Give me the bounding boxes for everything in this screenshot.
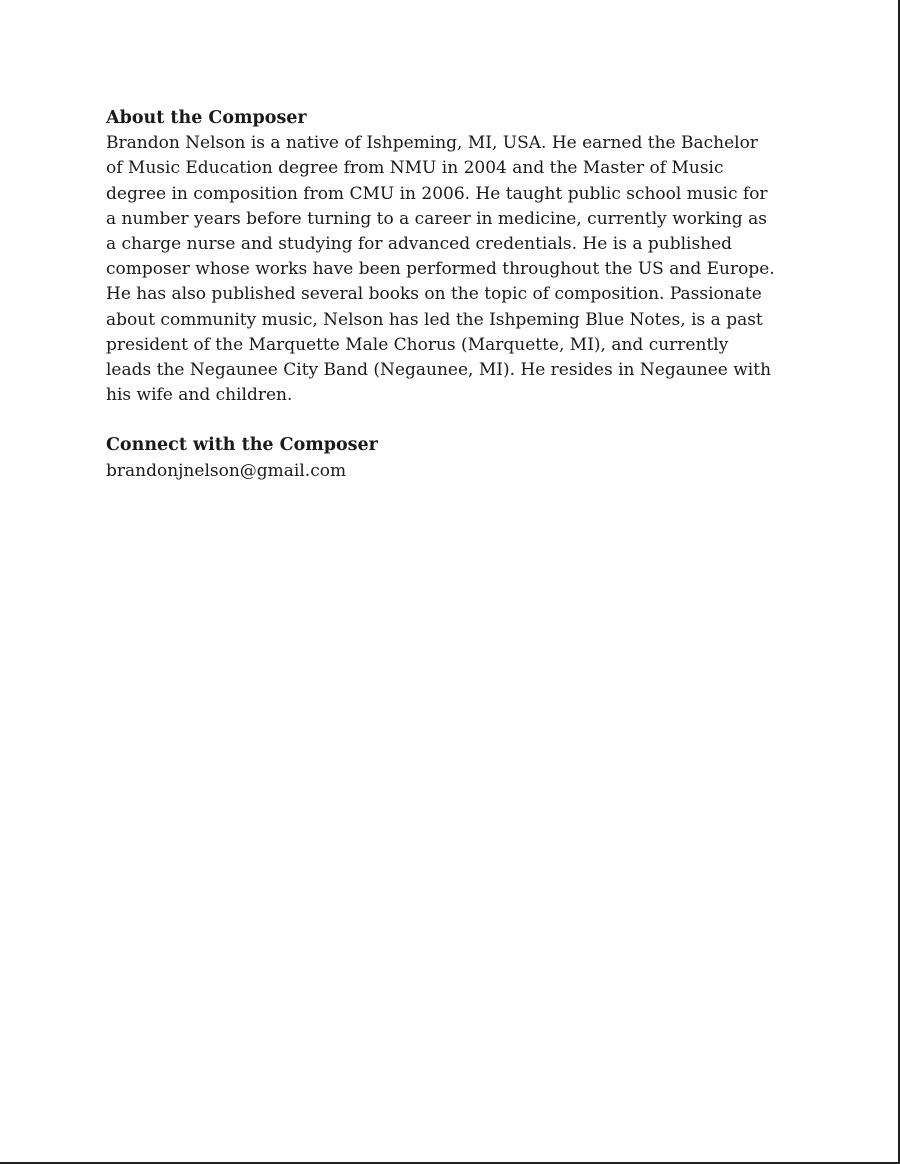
bio-line: degree in composition from CMU in 2006. He taught public school music for — [106, 183, 768, 204]
section-spacer — [106, 408, 806, 433]
bio-line: president of the Marquette Male Chorus (Marquette, MI), and currently — [106, 334, 729, 355]
about-heading: About the Composer — [106, 108, 307, 128]
bio-line: composer whose works have been performed throughout the US and Europe. — [106, 259, 775, 280]
bio-line: a charge nurse and studying for advanced credentials. He is a published — [106, 234, 733, 255]
bio-line: Brandon Nelson is a native of Ishpeming, MI, USA. He earned the Bachelor — [106, 133, 758, 154]
connect-heading: Connect with the Composer — [106, 435, 378, 456]
bio-line: about community music, Nelson has led the Ishpeming Blue Notes, is a past — [106, 309, 763, 330]
bio-line: He has also published several books on the topic of composition. Passionate — [106, 284, 762, 305]
bio-line: his wife and children. — [106, 385, 293, 406]
about-bio — [106, 131, 806, 408]
bio-line: a number years before turning to a career in medicine, currently working as — [106, 208, 767, 229]
bio-line: leads the Negaunee City Band (Negaunee, MI). He resides in Negaunee with — [106, 360, 772, 381]
composer-email[interactable]: brandonjnelson@gmail.com — [106, 460, 347, 481]
bio-line: of Music Education degree from NMU in 2004 and the Master of Music — [106, 158, 724, 179]
page-content — [106, 106, 806, 484]
